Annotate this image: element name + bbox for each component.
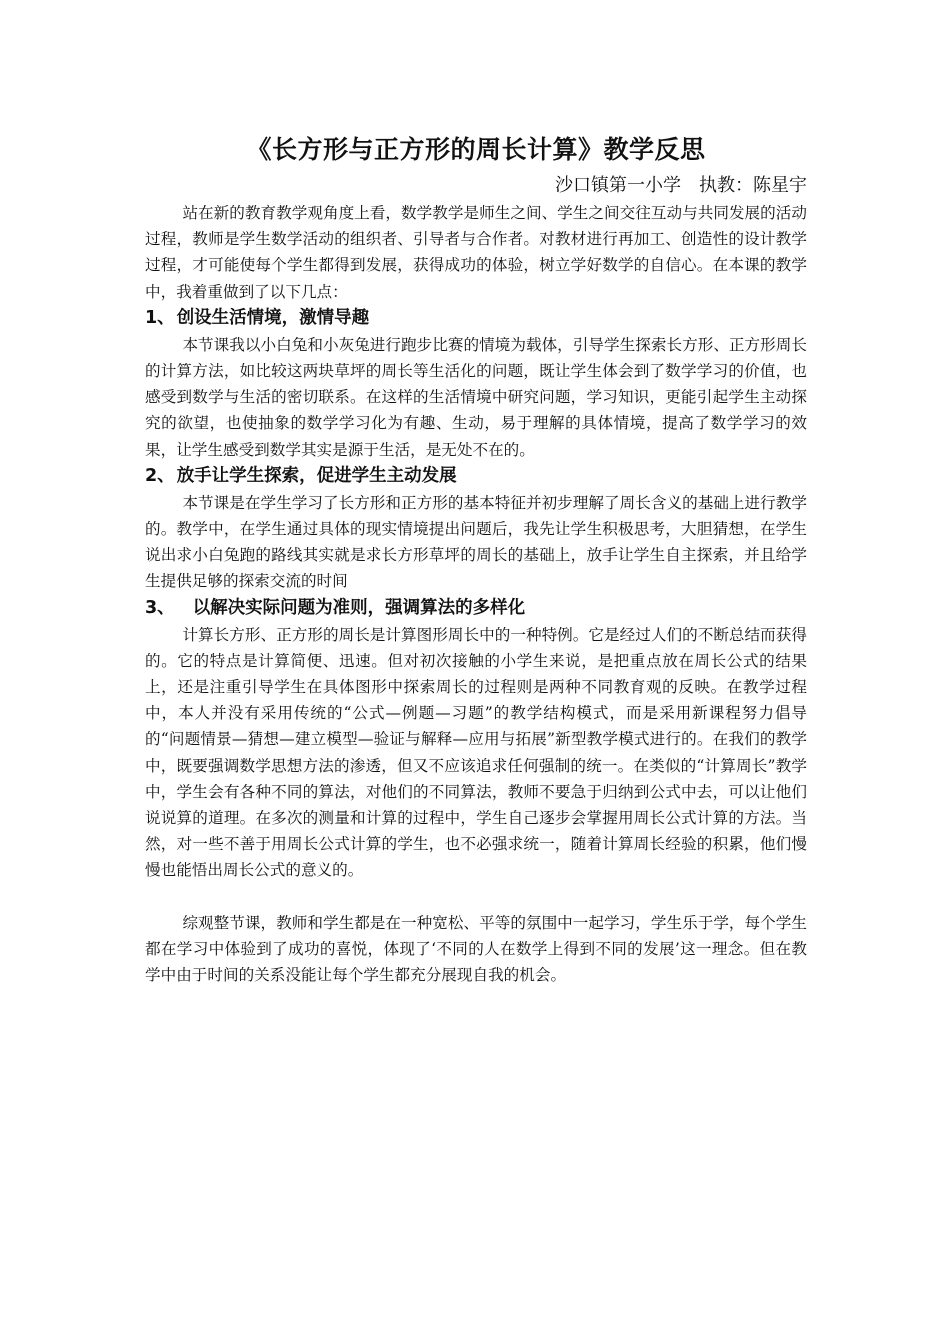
section-number: 1、 — [145, 307, 175, 328]
section-number: 2、 — [145, 465, 175, 486]
section-heading-text: 以解决实际问题为准则，强调算法的多样化 — [192, 597, 526, 618]
section-body: 本节课我以小白兔和小灰兔进行跑步比赛的情境为载体，引导学生探索长方形、正方形周长的计算方法，如比较这两块草坪的周长等生活化的问题，既让学生体会到了数学学习的价值，也感受到数学与生活的密切联系。在这样的生活情境中研究问题，学习知识，更能引起学生主动探究的欲望，也使抽象的数学学习化为有趣、生动，易于理解的具体情境，提高了数学学习的效果，让学生感受到数学其实是源于生活，是无处不在的。 — [145, 335, 807, 459]
intro-paragraph: 站在新的教育教学观角度上看，数学教学是师生之间、学生之间交往互动与共同发展的活动过程，教师是学生数学活动的组织者、引导者与合作者。对教材进行再加工、创造性的设计教学过程，才可能使每个学生都得到发展，获得成功的体验，树立学好数学的自信心。在本课的教学中，我着重做到了以下几点： — [145, 204, 807, 301]
section-2 — [145, 463, 807, 595]
section-3 — [145, 595, 807, 884]
document-page — [145, 128, 807, 988]
section-heading-text: 放手让学生探索，促进学生主动发展 — [176, 465, 457, 486]
section-heading-text: 创设生活情境，激情导趣 — [176, 307, 370, 328]
author-byline: 沙口镇第一小学 执教：陈星宇 — [555, 175, 807, 196]
section-heading — [145, 595, 807, 622]
section-heading — [145, 463, 807, 490]
section-body: 计算长方形、正方形的周长是计算图形周长中的一种特例。它是经过人们的不断总结而获得的。它的特点是计算简便、迅速。但对初次接触的小学生来说，是把重点放在周长公式的结果上，还是注重引导学生在具体图形中探索周长的过程则是两种不同教育观的反映。在教学过程中，本人并没有采用传统的“公式—例题—习题”的教学结构模式，而是采用新课程努力倡导的“问题情景—猜想—建立模型—验证与解释—应用与拓展”新型教学模式进行的。在我们的教学中，既要强调数学思想方法的渗透，但又不应该追求任何强制的统一。在类似的“计算周长”教学中，学生会有各种不同的算法，对他们的不同算法，教师不要急于归纳到公式中去，可以让他们说说算的道理。在多次的测量和计算的过程中，学生自己逐步会掌握用周长公式计算的方法。当然，对一些不善于用周长公式计算的学生，也不必强求统一，随着计算周长经验的积累，他们慢慢也能悟出周长公式的意义的。 — [145, 625, 807, 880]
section-number: 3、 — [145, 597, 175, 618]
section-1 — [145, 305, 807, 463]
conclusion-paragraph: 综观整节课，教师和学生都是在一种宽松、平等的氛围中一起学习，学生乐于学，每个学生都在学习中体验到了成功的喜悦，体现了‘不同的人在数学上得到不同的发展’这一理念。但在教学中由于时间的关系没能让每个学生都充分展现自我的机会。 — [145, 913, 807, 985]
section-body: 本节课是在学生学习了长方形和正方形的基本特征并初步理解了周长含义的基础上进行教学的。教学中，在学生通过具体的现实情境提出问题后，我先让学生积极思考，大胆猜想，在学生说出求小白兔跑的路线其实就是求长方形草坪的周长的基础上，放手让学生自主探索，并且给学生提供足够的探索交流的时间 — [145, 493, 807, 591]
section-heading — [145, 305, 807, 332]
document-title: 《长方形与正方形的周长计算》教学反思 — [246, 135, 706, 164]
